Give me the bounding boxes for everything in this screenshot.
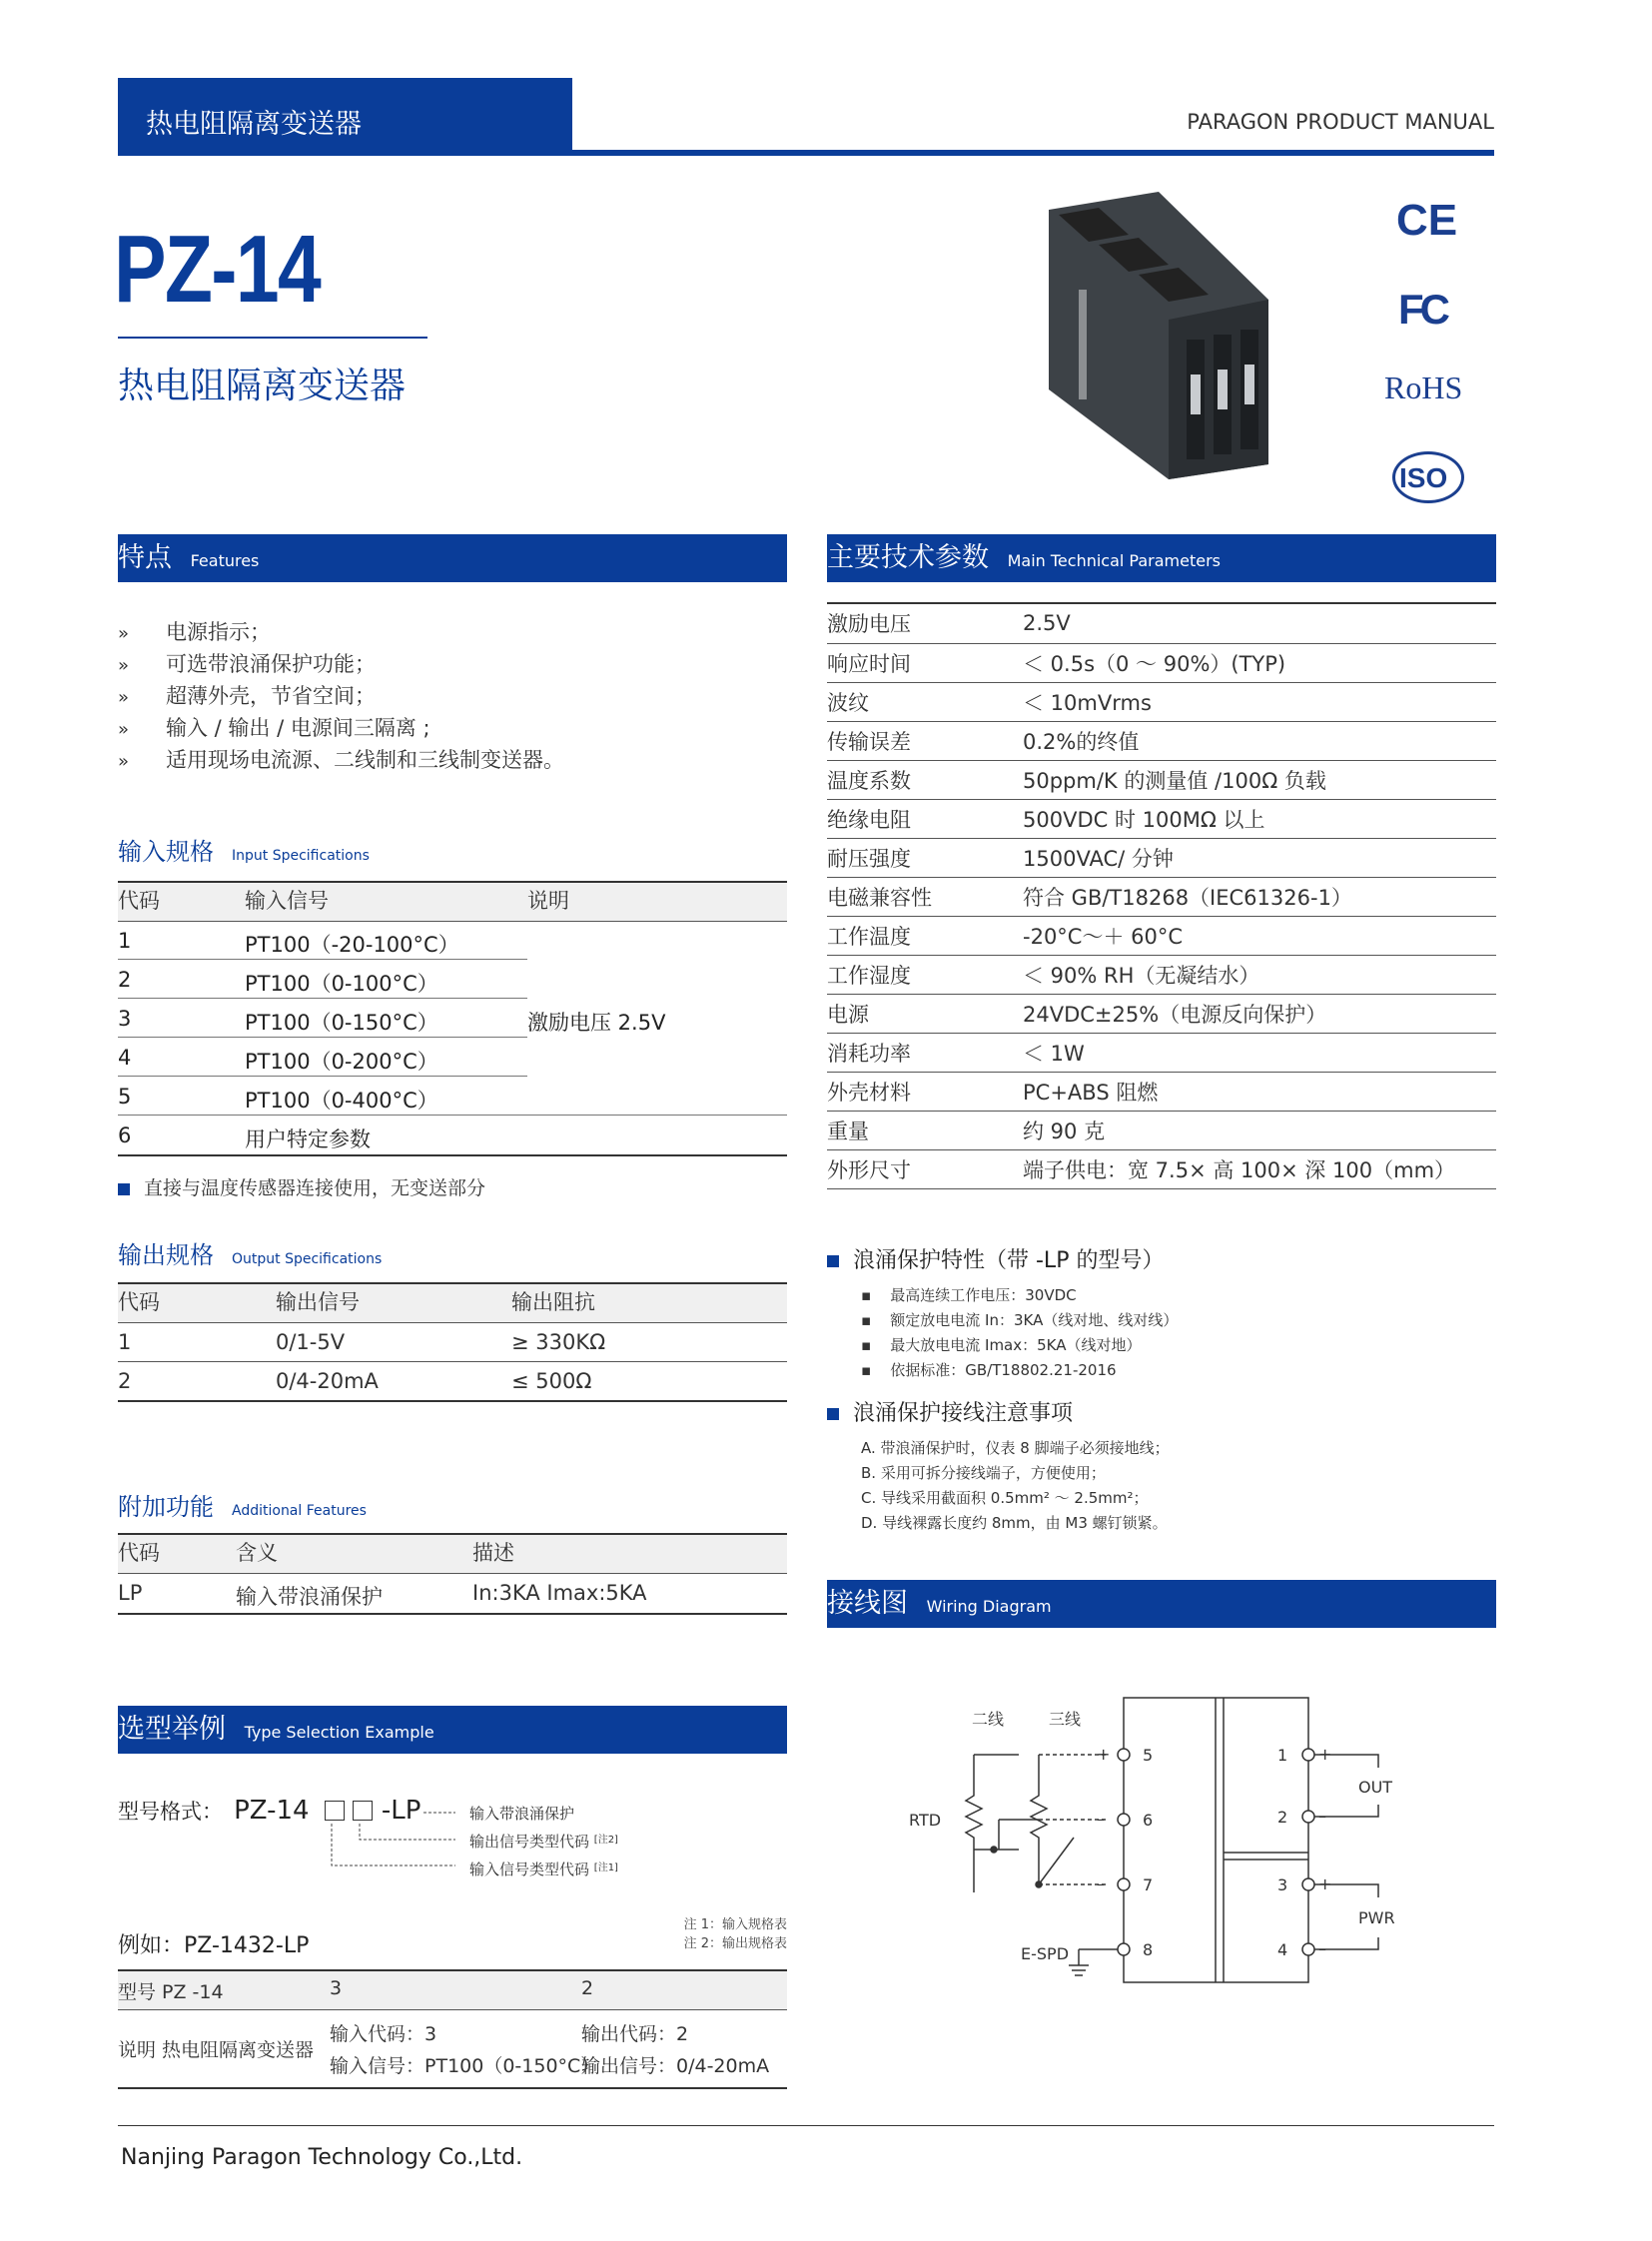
- col-meaning: 含义: [236, 1541, 278, 1565]
- feature-item: [118, 681, 564, 713]
- param-row: [827, 877, 1496, 916]
- output-spec-title-zh: 输出规格: [118, 1241, 214, 1269]
- features-list: [118, 617, 564, 777]
- bullet-icon: »: [118, 751, 130, 772]
- param-value: 符合 GB/T18268（IEC61326-1）: [1023, 877, 1496, 916]
- param-row: [827, 1033, 1496, 1072]
- param-value: ＜ 0.5s（0 ～ 90%）(TYP): [1023, 643, 1496, 682]
- input-spec-footnote: [118, 1173, 485, 1200]
- params-title-zh: 主要技术参数: [827, 542, 989, 573]
- param-value: 约 90 克: [1023, 1111, 1496, 1149]
- param-name: 电源: [827, 994, 1023, 1033]
- plus-sign: +: [1097, 1745, 1111, 1764]
- pin-5: 5: [1143, 1746, 1154, 1765]
- col-detail: 描述: [472, 1541, 514, 1565]
- note-1: 注 1：输入规格表: [683, 1917, 787, 1932]
- surge-item-text: 额定放电电流 In：3KA（线对地、线对线）: [890, 1311, 1179, 1329]
- surge-item: ▪ 最高连续工作电压：30VDC: [861, 1286, 1077, 1304]
- output-spec-title-en: Output Specifications: [232, 1251, 383, 1267]
- output-code-cell: 2: [581, 1977, 594, 1999]
- param-name: 工作温度: [827, 916, 1023, 955]
- row-rule: [118, 1322, 787, 1323]
- additional-header-bg: [118, 1535, 787, 1573]
- bullet-icon: »: [118, 719, 130, 740]
- selection-mid-rule: [118, 2009, 787, 2010]
- row-signal: 0/1-5V: [276, 1330, 346, 1354]
- selection-notes: [684, 1915, 787, 1953]
- features-title-en: Features: [190, 551, 260, 570]
- product-model: PZ-14: [114, 216, 321, 323]
- table-row: [118, 999, 527, 1038]
- model-cell: 型号 PZ -14: [118, 1981, 224, 2003]
- param-value: 500VDC 时 100MΩ 以上: [1023, 799, 1496, 838]
- param-name: 传输误差: [827, 721, 1023, 760]
- additional-title-en: Additional Features: [232, 1503, 367, 1519]
- input-signal-text: 输入信号：PT100（0-150°C）: [330, 2055, 600, 2077]
- row-signal: PT100（0-150°C）: [245, 1011, 438, 1035]
- row-signal: PT100（0-400°C）: [245, 1089, 438, 1113]
- minus-sign: –: [1097, 1810, 1105, 1829]
- input-spec-title-en: Input Specifications: [232, 848, 370, 864]
- fc-logo: FC: [1398, 286, 1446, 333]
- output-spec-bottom-rule: [118, 1400, 787, 1402]
- annotation-input: [469, 1859, 618, 1879]
- espd-label: E-SPD: [1021, 1944, 1070, 1963]
- row-detail: In:3KA Imax:5KA: [472, 1581, 647, 1605]
- example-model: 例如：PZ-1432-LP: [118, 1933, 310, 1958]
- feature-item: [118, 745, 564, 777]
- surge-item: ▪ 额定放电电流 In：3KA（线对地、线对线）: [861, 1311, 1179, 1329]
- param-row: [827, 994, 1496, 1033]
- param-row: [827, 643, 1496, 682]
- wiring-band: [827, 1580, 1496, 1628]
- param-row: [827, 1111, 1496, 1149]
- merged-note: 激励电压 2.5V: [527, 1011, 666, 1035]
- pin-3: 3: [1277, 1875, 1288, 1894]
- feature-item: [118, 713, 564, 745]
- square-bullet-icon: [118, 1183, 130, 1195]
- param-row: [827, 760, 1496, 799]
- wiring-note: B. 采用可拆分接线端子，方便使用；: [861, 1464, 1106, 1482]
- additional-bottom-rule: [118, 1613, 787, 1615]
- row-signal: PT100（0-200°C）: [245, 1050, 438, 1074]
- param-name: 重量: [827, 1111, 1023, 1149]
- pin-1: 1: [1277, 1746, 1288, 1765]
- out-label: OUT: [1358, 1778, 1393, 1797]
- header-tab-title: 热电阻隔离变送器: [146, 109, 362, 140]
- pin-8: 8: [1143, 1940, 1154, 1959]
- square-bullet-icon: [827, 1255, 839, 1267]
- iso-logo: [1392, 451, 1464, 503]
- param-row: [827, 1149, 1496, 1188]
- param-value: 端子供电：宽 7.5× 高 100× 深 100（mm）: [1023, 1149, 1496, 1188]
- params-title: [827, 535, 1221, 574]
- bullet-icon: »: [118, 655, 130, 676]
- row-signal: PT100（-20-100°C）: [245, 933, 459, 957]
- wiring-title-zh: 接线图: [827, 1588, 908, 1619]
- features-band: [118, 534, 787, 582]
- params-title-en: Main Technical Parameters: [1007, 551, 1222, 570]
- annotation-input-note: [注1]: [593, 1863, 618, 1873]
- rohs-logo: RoHS: [1384, 370, 1463, 405]
- col-code: 代码: [118, 1290, 160, 1314]
- wiring-title-en: Wiring Diagram: [926, 1597, 1052, 1616]
- two-wire-label: 二线: [972, 1710, 1005, 1729]
- annotation-output-text: 输出信号类型代码: [469, 1833, 590, 1851]
- bullet-icon: »: [118, 623, 130, 644]
- col-code: 代码: [118, 1541, 160, 1565]
- feature-text: 输入 / 输出 / 电源间三隔离 ;: [166, 716, 430, 740]
- param-row: [827, 1072, 1496, 1111]
- ce-logo: CE: [1396, 196, 1458, 245]
- input-code-cell: 3: [330, 1977, 343, 1999]
- params-table: [827, 604, 1496, 1189]
- pin-7: 7: [1143, 1875, 1154, 1894]
- param-name: 外形尺寸: [827, 1149, 1023, 1188]
- feature-item: [118, 649, 564, 681]
- row-signal: 0/4-20mA: [276, 1369, 379, 1393]
- feature-item: [118, 617, 564, 649]
- pwr-label: PWR: [1358, 1908, 1395, 1927]
- col-input-signal: 输入信号: [245, 889, 329, 913]
- row-rule: [118, 1573, 787, 1574]
- annotation-input-text: 输入信号类型代码: [469, 1861, 590, 1878]
- annotation-output: [469, 1831, 618, 1852]
- minus-sign: –: [1318, 1807, 1326, 1826]
- table-row: [118, 1038, 527, 1077]
- param-name: 波纹: [827, 682, 1023, 721]
- annotation-lp: 输入带浪涌保护: [469, 1805, 575, 1823]
- input-spec-title-zh: 输入规格: [118, 838, 214, 866]
- row-code: 2: [118, 1369, 132, 1393]
- rtd-label: RTD: [909, 1811, 942, 1830]
- param-value: ＜ 1W: [1023, 1033, 1496, 1072]
- row-code: 2: [118, 968, 132, 992]
- surge-item-text: 最大放电电流 Imax：5KA（线对地）: [890, 1336, 1142, 1354]
- feature-text: 电源指示；: [166, 620, 271, 644]
- product-image: [1039, 190, 1278, 489]
- format-model: PZ-14: [234, 1796, 310, 1826]
- surge-wiring-title: 浪涌保护接线注意事项: [853, 1401, 1074, 1426]
- param-value: 24VDC±25%（电源反向保护）: [1023, 994, 1496, 1033]
- param-value: 50ppm/K 的测量值 /100Ω 负载: [1023, 760, 1496, 799]
- param-value: ＜ 10mVrms: [1023, 682, 1496, 721]
- selection-title-en: Type Selection Example: [244, 1723, 434, 1742]
- table-row: [118, 1116, 787, 1154]
- row-signal: 用户特定参数: [245, 1127, 371, 1151]
- col-output-signal: 输出信号: [276, 1290, 360, 1314]
- param-value: PC+ABS 阻燃: [1023, 1072, 1496, 1111]
- param-name: 电磁兼容性: [827, 877, 1023, 916]
- param-name: 绝缘电阻: [827, 799, 1023, 838]
- format-leaders: [320, 1810, 469, 1869]
- param-value: -20°C～＋ 60°C: [1023, 916, 1496, 955]
- surge-item-text: 依据标准：GB/T18802.21-2016: [890, 1361, 1117, 1379]
- manual-label: PARAGON PRODUCT MANUAL: [1187, 110, 1494, 134]
- description-cell: 说明 热电阻隔离变送器: [118, 2039, 315, 2061]
- param-row: [827, 799, 1496, 838]
- header-tab: [118, 78, 572, 154]
- note-2: 注 2：输出规格表: [683, 1936, 787, 1951]
- row-impedance: ≤ 500Ω: [511, 1369, 592, 1393]
- params-band: [827, 534, 1496, 582]
- param-name: 消耗功率: [827, 1033, 1023, 1072]
- row-signal: PT100（0-100°C）: [245, 972, 438, 996]
- input-spec-heading: [118, 832, 370, 867]
- param-row: [827, 682, 1496, 721]
- output-spec-heading: [118, 1235, 382, 1270]
- row-code: 5: [118, 1085, 132, 1109]
- row-rule: [118, 1361, 787, 1362]
- wiring-note: D. 导线裸露长度约 8mm，由 M3 螺钉锁紧。: [861, 1514, 1168, 1532]
- pin-6: 6: [1143, 1811, 1154, 1830]
- wiring-note: A. 带浪涌保护时，仪表 8 脚端子必须接地线；: [861, 1439, 1170, 1457]
- row-meaning: 输入带浪涌保护: [236, 1585, 383, 1609]
- selection-bottom-rule: [118, 2087, 787, 2089]
- surge-wiring-list: [861, 1436, 1170, 1536]
- param-row: [827, 604, 1496, 643]
- param-value: ＜ 90% RH（无凝结水）: [1023, 955, 1496, 994]
- header-rule: [118, 150, 1494, 156]
- selection-band: [118, 1706, 787, 1754]
- square-bullet-icon: [827, 1408, 839, 1420]
- col-code: 代码: [118, 889, 160, 913]
- selection-title: [118, 1707, 434, 1746]
- footnote-text: 直接与温度传感器连接使用，无变送部分: [144, 1177, 486, 1199]
- minus-sign: –: [1318, 1939, 1326, 1958]
- param-value: 1500VAC/ 分钟: [1023, 838, 1496, 877]
- input-spec-bottom-rule: [118, 1154, 787, 1156]
- param-name: 外壳材料: [827, 1072, 1023, 1111]
- feature-text: 超薄外壳，节省空间；: [166, 684, 376, 708]
- row-code: 3: [118, 1007, 132, 1031]
- surge-item: ▪ 最大放电电流 Imax：5KA（线对地）: [861, 1336, 1142, 1354]
- surge-item: ▪ 依据标准：GB/T18802.21-2016: [861, 1361, 1117, 1379]
- wiring-diagram: [879, 1688, 1418, 1997]
- title-underline: [118, 337, 427, 339]
- table-row: [118, 1077, 787, 1116]
- table-row: [118, 921, 527, 960]
- pin-2: 2: [1277, 1808, 1288, 1827]
- col-output-impedance: 输出阻抗: [511, 1290, 595, 1314]
- pin-4: 4: [1277, 1940, 1288, 1959]
- surge-heading: [827, 1243, 1164, 1274]
- plus-sign: +: [1318, 1874, 1332, 1893]
- surge-title: 浪涌保护特性（带 -LP 的型号）: [853, 1248, 1165, 1273]
- param-row: [827, 916, 1496, 955]
- footer-company: Nanjing Paragon Technology Co.,Ltd.: [121, 2145, 523, 2170]
- input-code-text: 输入代码：3: [330, 2023, 437, 2045]
- row-impedance: ≥ 330KΩ: [511, 1330, 606, 1354]
- col-description: 说明: [527, 889, 569, 913]
- wiring-note: C. 导线采用截面积 0.5mm² ～ 2.5mm²；: [861, 1489, 1149, 1507]
- row-code: 1: [118, 929, 132, 953]
- features-title: [118, 535, 259, 574]
- row-code: LP: [118, 1581, 143, 1605]
- iso-logo-text: ISO: [1399, 462, 1448, 493]
- features-title-zh: 特点: [118, 542, 172, 573]
- product-name: 热电阻隔离变送器: [118, 366, 407, 406]
- param-row: [827, 955, 1496, 994]
- additional-title-zh: 附加功能: [118, 1493, 214, 1521]
- minus-sign: –: [1097, 1874, 1105, 1893]
- selection-title-zh: 选型举例: [118, 1714, 226, 1745]
- annotation-output-note: [注2]: [593, 1835, 618, 1846]
- plus-sign: +: [1318, 1745, 1332, 1764]
- table-row: [118, 960, 527, 999]
- row-code: 6: [118, 1123, 132, 1147]
- output-signal-text: 输出信号：0/4-20mA: [581, 2055, 770, 2077]
- param-value: 0.2%的终值: [1023, 721, 1496, 760]
- output-spec-header-bg: [118, 1284, 787, 1322]
- param-name: 激励电压: [827, 604, 1023, 643]
- param-name: 温度系数: [827, 760, 1023, 799]
- row-code: 4: [118, 1046, 132, 1070]
- output-code-text: 输出代码：2: [581, 2023, 689, 2045]
- surge-wiring-heading: [827, 1396, 1073, 1427]
- param-row: [827, 721, 1496, 760]
- wiring-title: [827, 1581, 1052, 1620]
- bullet-icon: »: [118, 687, 130, 708]
- three-wire-label: 三线: [1049, 1710, 1082, 1729]
- param-value: 2.5V: [1023, 604, 1496, 643]
- param-name: 工作湿度: [827, 955, 1023, 994]
- footer-rule: [118, 2125, 1494, 2126]
- additional-heading: [118, 1487, 367, 1522]
- param-name: 响应时间: [827, 643, 1023, 682]
- input-spec-header-bg: [118, 883, 787, 921]
- format-label: 型号格式：: [118, 1800, 223, 1824]
- param-row: [827, 838, 1496, 877]
- row-code: 1: [118, 1330, 132, 1354]
- surge-list: [861, 1283, 1178, 1383]
- surge-item-text: 最高连续工作电压：30VDC: [890, 1286, 1077, 1304]
- feature-text: 可选带浪涌保护功能；: [166, 652, 376, 676]
- param-name: 耐压强度: [827, 838, 1023, 877]
- format-suffix: -LP: [381, 1796, 421, 1826]
- feature-text: 适用现场电流源、二线制和三线制变送器。: [166, 748, 564, 772]
